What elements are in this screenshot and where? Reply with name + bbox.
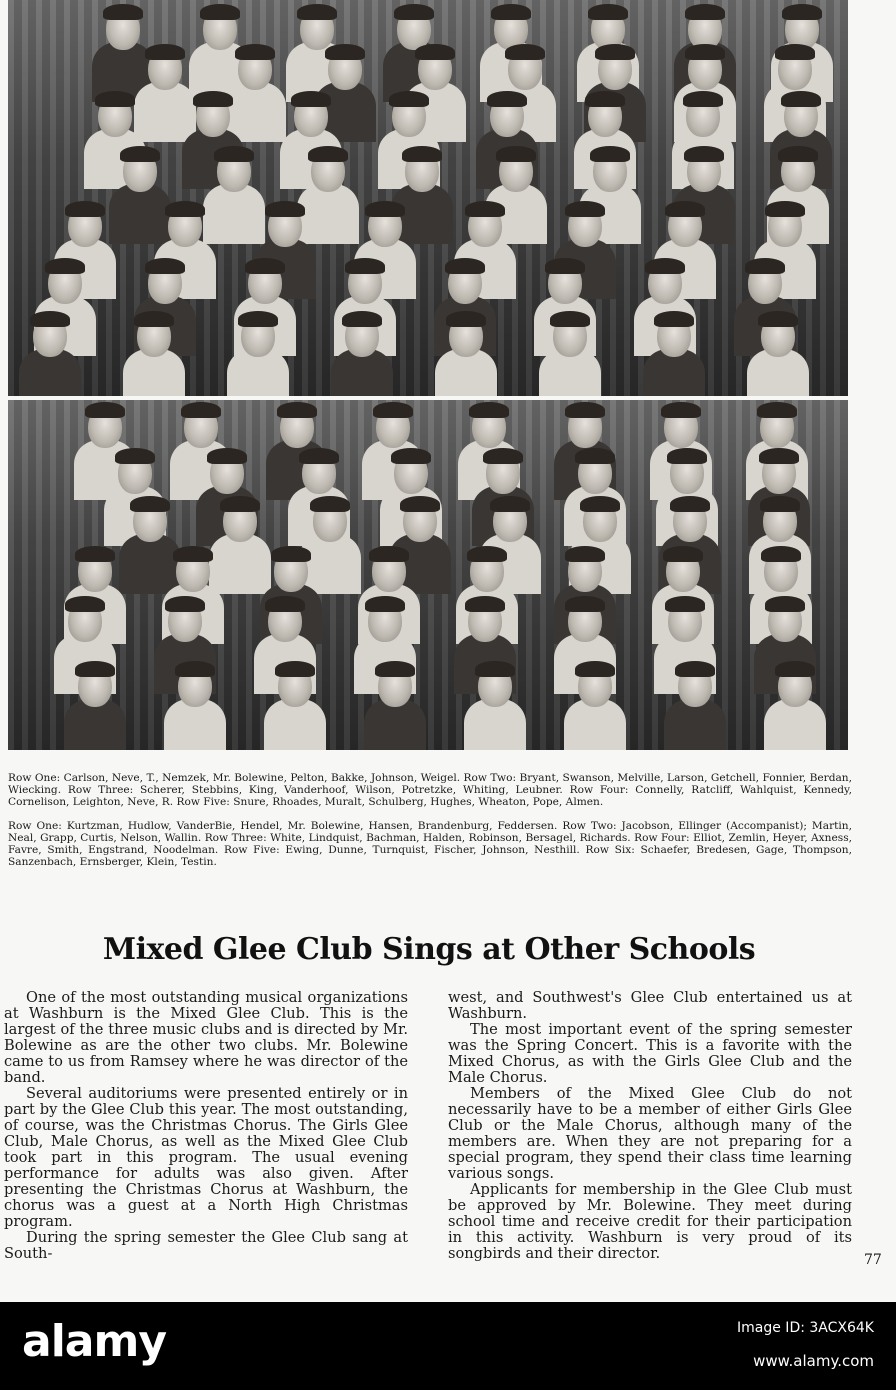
photo-figures [8,0,848,396]
person-hair [685,44,725,60]
person-hair [75,661,115,677]
person-hair [745,258,785,274]
person-hair [165,596,205,612]
person-hair [345,258,385,274]
person-hair [85,402,125,418]
paragraph: During the spring semester the Glee Club sang at South- [4,1229,408,1262]
person-hair [95,91,135,107]
paragraph: Several auditoriums were presented entirely or in part by the Glee Club this year. The most outstanding, of course, was the Christmas Chorus. The Girls Glee Club, Male Chorus, as well as the Mixed Glee Club took part in this program. The usual evening performance for adults was also given. After presenting the Christmas Chorus at Washburn, the chorus was a guest at a North High Christmas program. [4,1085,408,1230]
person-hair [207,448,247,464]
person-hair [781,91,821,107]
person-hair [487,91,527,107]
person-hair [245,258,285,274]
person-hair [782,4,822,20]
alamy-logo: alamy [22,1316,166,1367]
person-hair [446,311,486,327]
person-body [297,184,359,244]
person-hair [667,448,707,464]
person-hair [75,546,115,562]
person-body [134,82,196,142]
person-hair [173,546,213,562]
person-hair [391,448,431,464]
person-hair [758,311,798,327]
person-hair [45,258,85,274]
person-hair [670,496,710,512]
person-hair [775,661,815,677]
person-hair [575,448,615,464]
person-hair [65,201,105,217]
person-hair [496,146,536,162]
person-hair [469,402,509,418]
person-hair [565,402,605,418]
person-hair [665,596,705,612]
person-hair [200,4,240,20]
photo-caption-top: Row One: Carlson, Neve, T., Nemzek, Mr. Bolewine, Pelton, Bakke, Johnson, Weigel. Row Two: Bryant, Swanson, Melville, Larson, Getchell, Fonnier, Berdan, Wiecking. Row Three: Scherer, Stebbins, King, Vanderhoof, Wilson, Potretzke, Whiting, Leubner. Row Four: Connelly, Ratcliff, Wahlquist, Kennedy, Cornelison, Leighton, Neve, R. Row Five: Snure, Rhoades, Muralt, Schulberg, Hughes, Wheaton, Pope, Almen. [8,772,852,808]
person-hair [565,546,605,562]
person-hair [265,596,305,612]
paragraph: The most important event of the spring semester was the Spring Concert. This is a favorite with the Mixed Chorus, as with the Girls Glee Club and the Male Chorus. [448,1021,852,1086]
person-hair [663,546,703,562]
person-hair [590,146,630,162]
person-hair [342,311,382,327]
person-hair [297,4,337,20]
person-hair [291,91,331,107]
person-hair [778,146,818,162]
image-id-label: Image ID: 3ACX64K [737,1320,874,1336]
person-hair [369,546,409,562]
person-hair [175,661,215,677]
person-hair [545,258,585,274]
article-headline: Mixed Glee Club Sings at Other Schools [102,932,756,967]
person-hair [275,661,315,677]
person-hair [761,546,801,562]
person-hair [685,4,725,20]
person-body [119,534,181,594]
person-hair [465,596,505,612]
person-hair [575,661,615,677]
person-hair [400,496,440,512]
person-hair [565,596,605,612]
person-hair [645,258,685,274]
person-hair [402,146,442,162]
person-hair [389,91,429,107]
group-photo-top [8,0,848,396]
person-hair [277,402,317,418]
person-hair [665,201,705,217]
paragraph: west, and Southwest's Glee Club entertained us at Washburn. [448,989,852,1022]
person-body [209,534,271,594]
person-body [109,184,171,244]
person-hair [310,496,350,512]
person-hair [308,146,348,162]
person-body [299,534,361,594]
person-hair [220,496,260,512]
person-hair [181,402,221,418]
person-hair [757,402,797,418]
photo-figures [8,400,848,750]
person-hair [675,661,715,677]
person-hair [130,496,170,512]
person-hair [375,661,415,677]
article-column-left [4,990,408,1262]
person-hair [550,311,590,327]
person-hair [588,4,628,20]
person-hair [684,146,724,162]
person-hair [654,311,694,327]
person-hair [585,91,625,107]
person-hair [765,201,805,217]
person-hair [299,448,339,464]
person-hair [235,44,275,60]
person-hair [120,146,160,162]
photo-caption-bottom: Row One: Kurtzman, Hudlow, VanderBie, Hendel, Mr. Bolewine, Hansen, Brandenburg, Feddersen. Row Two: Jacobson, Ellinger (Accompanist); Martin, Neal, Grapp, Curtis, Nelson, Wallin. Row Three: White, Lindquist, Bachman, Halden, Robinson, Bersagel, Richards. Row Four: Elliot, Zemlin, Heyer, Axness, Favre, Smith, Engstrand, Noodelman. Row Five: Ewing, Dunne, Turnquist, Fischer, Johnson, Nesthill. Row Six: Schaefer, Bredesen, Gage, Thompson, Sanzenbach, Ernsberger, Klein, Testin. [8,820,852,868]
person-hair [65,596,105,612]
person-hair [214,146,254,162]
person-hair [565,201,605,217]
person-hair [145,258,185,274]
person-hair [325,44,365,60]
paragraph: One of the most outstanding musical organizations at Washburn is the Mixed Glee Club. This is the largest of the three music clubs and is directed by Mr. Bolewine as are the other two clubs. Mr. Bolewine came to us from Ramsey where he was director of the band. [4,989,408,1086]
group-photo-bottom [8,400,848,750]
person-hair [103,4,143,20]
article-column-right [448,990,852,1262]
person-hair [238,311,278,327]
person-hair [775,44,815,60]
person-hair [467,546,507,562]
person-hair [30,311,70,327]
person-hair [490,496,530,512]
person-hair [595,44,635,60]
person-hair [580,496,620,512]
person-hair [193,91,233,107]
person-hair [165,201,205,217]
person-hair [394,4,434,20]
person-hair [445,258,485,274]
watermark-banner [0,1302,896,1390]
paragraph: Applicants for membership in the Glee Club must be approved by Mr. Bolewine. They meet during school time and receive credit for their participation in this activity. Washburn is very proud of its songbirds and their director. [448,1181,852,1262]
person-hair [365,201,405,217]
person-hair [683,91,723,107]
person-hair [145,44,185,60]
person-hair [661,402,701,418]
person-hair [373,402,413,418]
page-number: 77 [864,1252,882,1268]
person-hair [415,44,455,60]
site-url-label: www.alamy.com [753,1352,874,1370]
person-hair [271,546,311,562]
person-hair [134,311,174,327]
person-hair [505,44,545,60]
person-hair [491,4,531,20]
person-hair [475,661,515,677]
person-hair [483,448,523,464]
person-hair [465,201,505,217]
person-hair [365,596,405,612]
person-hair [765,596,805,612]
person-hair [115,448,155,464]
paragraph: Members of the Mixed Glee Club do not necessarily have to be a member of either Girls Glee Club or the Male Chorus, although many of the members are. When they are not preparing for a special program, they spend their class time learning various songs. [448,1085,852,1182]
person-hair [760,496,800,512]
person-body [203,184,265,244]
person-hair [265,201,305,217]
person-hair [759,448,799,464]
